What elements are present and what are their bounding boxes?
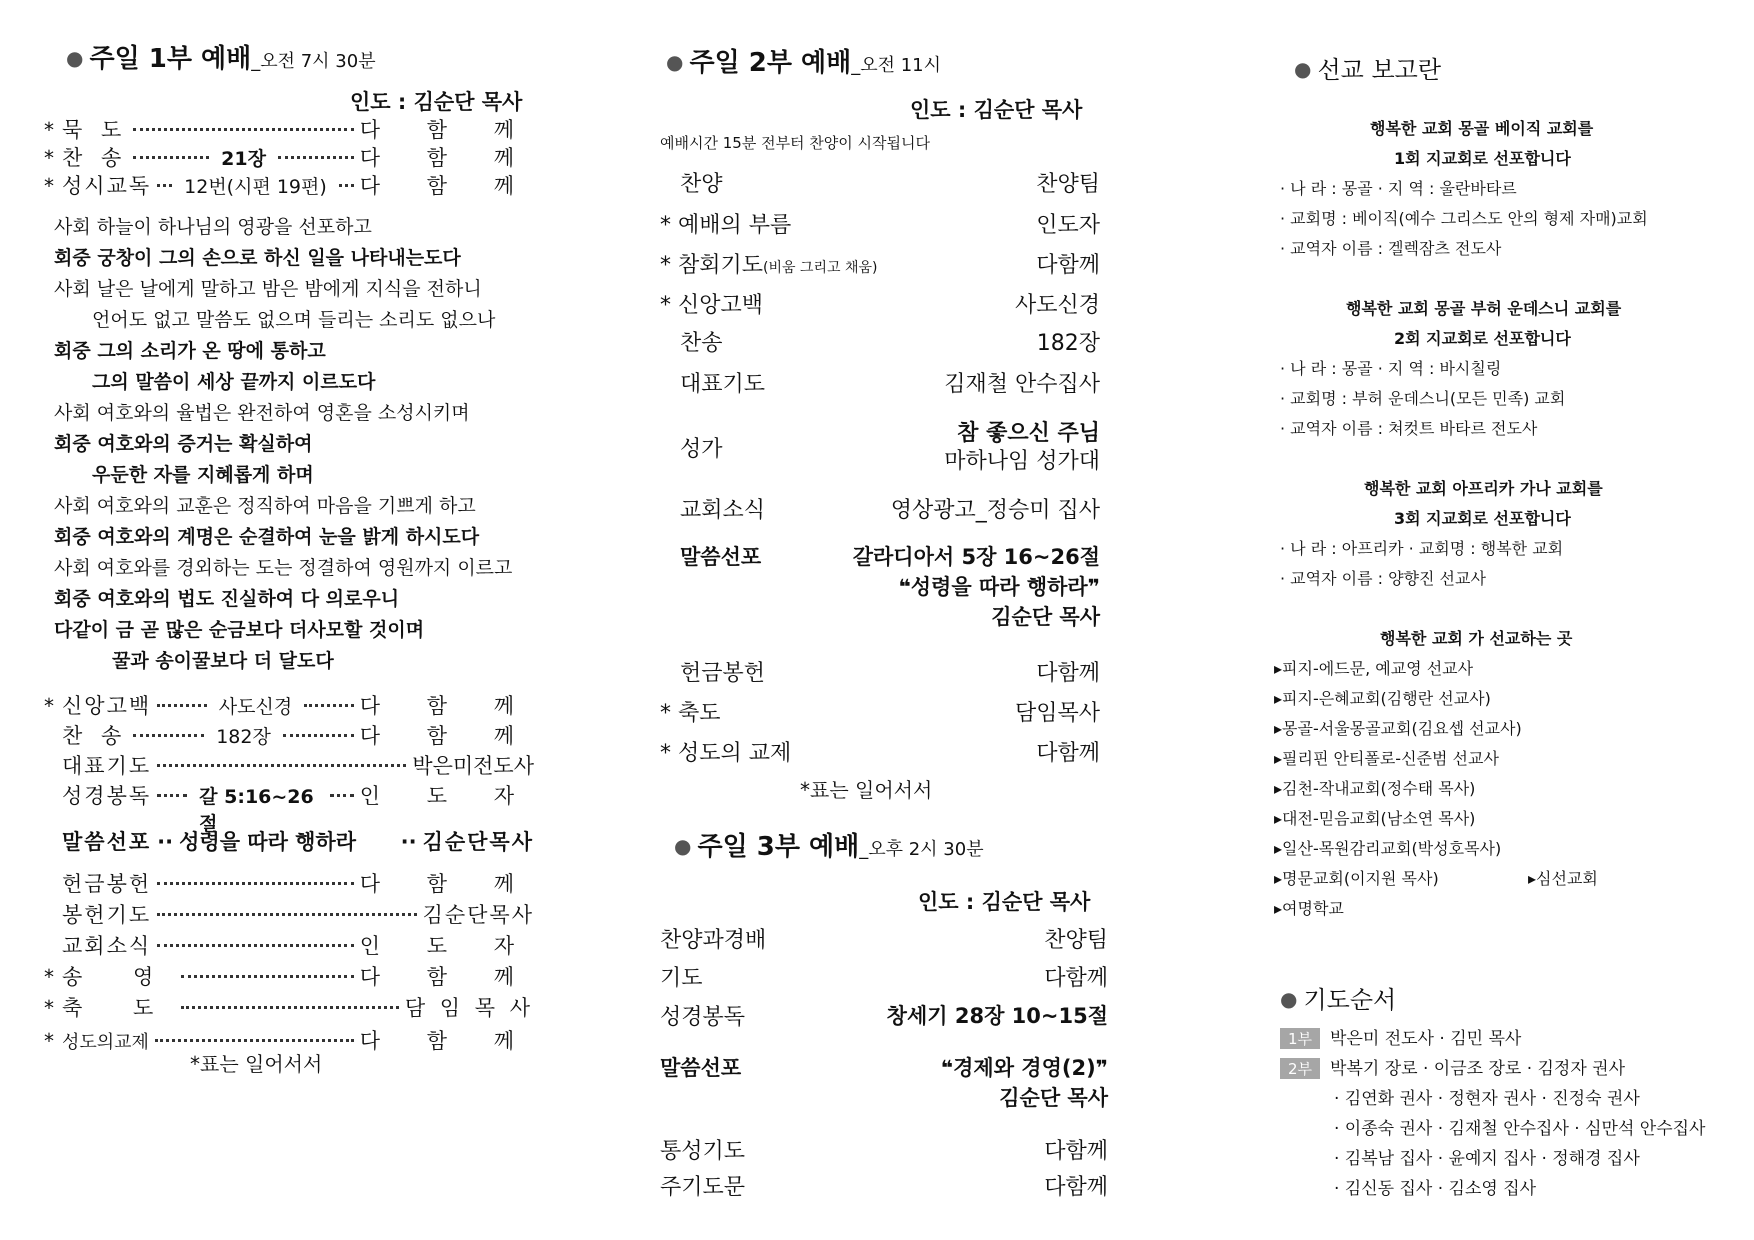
- order-row: [44, 170, 534, 200]
- order-row: [660, 656, 1100, 687]
- dot-leader: [157, 184, 172, 187]
- order-who: 인도자: [1036, 213, 1100, 238]
- responsive-reading-line: 회중 여호와의 계명은 순결하여 눈을 밝게 하시도다: [54, 526, 480, 548]
- order-row: [44, 899, 534, 929]
- bullet-icon: ●: [1280, 987, 1298, 1011]
- standing-note: *표는 일어서서: [190, 1052, 323, 1076]
- stand-mark: *: [44, 965, 54, 989]
- bullet-icon: ●: [1294, 57, 1312, 81]
- order-label: 교회소식: [62, 934, 152, 958]
- mission-place: ▸몽골-서울몽골교회(김요셉 선교사): [1274, 719, 1522, 738]
- order-row: [660, 1134, 1108, 1165]
- order-row: [660, 367, 1100, 398]
- service-tag: 2부: [1280, 1058, 1320, 1079]
- order-label: 헌금봉헌: [62, 872, 152, 896]
- order-who: 사도신경: [1014, 293, 1100, 318]
- order-label: 교회소식: [680, 498, 766, 523]
- order-row: [44, 780, 534, 835]
- leader: 인도 : 김순단 목사: [910, 98, 1083, 122]
- mission-detail: · 나 라 : 아프리카 · 교회명 : 행복한 교회: [1280, 539, 1564, 558]
- mission-place: ▸심선교회: [1528, 869, 1598, 888]
- order-row: [660, 736, 1100, 767]
- order-label: 봉헌기도: [62, 903, 152, 927]
- order-who: 다 함 께: [359, 724, 534, 748]
- order-who: 다 함 께: [359, 694, 535, 718]
- order-who: 김재철 안수집사: [944, 372, 1100, 397]
- service-title: 주일 2부 예배: [689, 48, 852, 78]
- sermon-row: 말씀선포 ·· 성령을 따라 행하라 ·· 김순단목사: [44, 826, 534, 856]
- order-who: 다 함 께: [359, 965, 534, 989]
- order-label: 송 영: [62, 965, 176, 989]
- responsive-reading-line: 사회 하늘이 하나님의 영광을 선포하고: [54, 216, 372, 238]
- order-label: 찬송: [680, 331, 723, 356]
- mission-detail: · 교회명 : 부허 운데스니(모든 민족) 교회: [1280, 389, 1566, 408]
- order-label: 축 도: [62, 996, 176, 1020]
- stand-mark: *: [44, 118, 54, 142]
- order-who: 인 도 자: [359, 784, 534, 808]
- dot-leader: [181, 1006, 399, 1009]
- sermon-title: ❝성령을 따라 행하라❞: [898, 575, 1100, 599]
- order-detail: 182장: [216, 726, 271, 748]
- stand-mark: *: [44, 146, 54, 170]
- mission-place: ▸피지-에드문, 예교영 선교사: [1274, 659, 1474, 678]
- service-time: _오전 11시: [851, 55, 942, 76]
- order-row: [660, 326, 1100, 357]
- order-row: [660, 923, 1108, 954]
- responsive-reading-line: 언어도 없고 말씀도 없으며 들리는 소리도 없으나: [92, 309, 496, 331]
- order-who: 김순단목사: [422, 830, 534, 854]
- order-who: 다함께: [1036, 741, 1100, 766]
- responsive-reading-line: 회중 그의 소리가 온 땅에 통하고: [54, 340, 326, 362]
- preacher: 김순단 목사: [999, 1086, 1108, 1110]
- prayer-names: 박은미 전도사 · 김민 목사: [1330, 1029, 1522, 1049]
- order-who: 다 함 께: [359, 174, 535, 198]
- order-row: [660, 288, 1100, 319]
- order-label: 신앙고백: [62, 694, 152, 718]
- order-who: 인 도 자: [359, 934, 534, 958]
- order-who: 찬양팀: [1044, 928, 1108, 953]
- order-who: 다 함 께: [359, 118, 534, 142]
- dot-leader: [339, 184, 354, 187]
- order-who: 찬양팀: [1036, 172, 1100, 197]
- stand-mark: *: [44, 996, 54, 1020]
- standing-note: *표는 일어서서: [800, 778, 933, 802]
- prayer-names: · 김연화 권사 · 정현자 권사 · 진정숙 권사: [1334, 1089, 1640, 1109]
- order-label: 찬 송: [62, 724, 128, 748]
- responsive-reading-line: 사회 여호와를 경외하는 도는 정결하여 영원까지 이르고: [54, 557, 513, 579]
- order-who: 182장: [1036, 331, 1100, 356]
- mission-detail: · 나 라 : 몽골 · 지 역 : 바시칠링: [1280, 359, 1502, 378]
- order-who: 다 함 께: [359, 146, 535, 170]
- dot-leader: [155, 1039, 354, 1042]
- mission-detail: · 나 라 : 몽골 · 지 역 : 울란바타르: [1280, 179, 1517, 198]
- order-label: 묵 도: [62, 118, 128, 142]
- order-who: 다 함 께: [359, 1029, 534, 1053]
- order-who: 다 함 께: [359, 872, 534, 896]
- dot-leader: [304, 704, 354, 707]
- mission-place: ▸여명학교: [1274, 899, 1344, 918]
- order-label: * 예배의 부름: [660, 213, 792, 238]
- order-who: 담임목사: [1014, 701, 1100, 726]
- order-who: 담 임 목 사: [404, 996, 534, 1020]
- sermon-title: 성령을 따라 행하라: [179, 830, 357, 854]
- mission-block-subtitle: 2회 지교회로 선포합니다: [1394, 329, 1571, 348]
- order-label: 기도: [660, 966, 703, 991]
- prayer-names: 박복기 장로 · 이금조 장로 · 김정자 권사: [1330, 1059, 1626, 1079]
- prayer-heading: [1280, 980, 1396, 1015]
- dot-leader: [278, 156, 354, 159]
- responsive-reading-line: 회중 여호와의 증거는 확실하여: [54, 433, 313, 455]
- leader: 인도 : 김순단 목사: [350, 90, 523, 114]
- service-2-heading: [666, 42, 941, 79]
- order-row: [44, 930, 534, 960]
- bullet-icon: ●: [674, 834, 692, 858]
- bullet-icon: ●: [66, 46, 84, 70]
- sermon-label: 말씀선포: [660, 1056, 742, 1080]
- responsive-reading-line: 회중 궁창이 그의 손으로 하신 일을 나타내는도다: [54, 247, 461, 269]
- sermon-label: 말씀선포: [680, 545, 762, 569]
- order-who: 다함께: [1044, 1175, 1108, 1200]
- order-detail: 사도신경: [218, 696, 293, 718]
- order-label: * 축도: [660, 701, 721, 726]
- responsive-reading-line: 우둔한 자를 지혜롭게 하며: [92, 464, 314, 486]
- order-who: 다함께: [1036, 661, 1100, 686]
- order-label: 대표기도: [680, 372, 766, 397]
- order-row: [660, 961, 1108, 992]
- bullet-icon: ●: [666, 50, 684, 74]
- mission-detail: · 교회명 : 베이직(예수 그리스도 안의 형제 자매)교회: [1280, 209, 1648, 228]
- stand-mark: *: [44, 694, 54, 718]
- order-row: [44, 142, 534, 172]
- mission-block-title: 행복한 교회 몽골 베이직 교회를: [1370, 119, 1594, 138]
- dot-leader: [133, 156, 209, 159]
- order-row: [44, 961, 534, 991]
- service-time: _오전 7시 30분: [251, 51, 376, 72]
- order-detail: 12번(시편 19편): [184, 176, 327, 198]
- mission-detail: · 교역자 이름 : 양향진 선교사: [1280, 569, 1486, 588]
- dot-leader: [157, 913, 416, 916]
- preacher: 김순단 목사: [991, 605, 1100, 629]
- dot-leader: [181, 975, 354, 978]
- order-row: [660, 167, 1100, 198]
- order-row: [660, 208, 1100, 239]
- anthem-title: 참 좋으신 주님: [957, 421, 1100, 446]
- order-label: * 참회기도(비움 그리고 채움): [660, 253, 878, 278]
- service-tag: 1부: [1280, 1028, 1320, 1049]
- order-label: * 신앙고백: [660, 293, 764, 318]
- responsive-reading-line: 사회 여호와의 율법은 완전하여 영혼을 소성시키며: [54, 402, 470, 424]
- responsive-reading-line: 회중 여호와의 법도 진실하여 다 의로우니: [54, 588, 400, 610]
- service-title: 주일 1부 예배: [89, 44, 252, 74]
- mission-detail: · 교역자 이름 : 쳐컷트 바타르 전도사: [1280, 419, 1538, 438]
- order-row: [660, 696, 1100, 727]
- order-label: 성시교독: [62, 174, 152, 198]
- mission-detail: · 교역자 이름 : 겔렉잠츠 전도사: [1280, 239, 1502, 258]
- prayer-names: · 이종숙 권사 · 김재철 안수집사 · 심만석 안수집사: [1334, 1119, 1706, 1139]
- dot-leader: [157, 944, 354, 947]
- responsive-reading-line: 꿀과 송이꿀보다 더 달도다: [112, 650, 334, 672]
- order-row: [660, 493, 1100, 524]
- service-1-heading: [66, 38, 376, 75]
- mission-block-title: 행복한 교회 아프리카 가나 교회를: [1364, 479, 1603, 498]
- dot-leader: [133, 734, 204, 737]
- order-label: 주기도문: [660, 1175, 746, 1200]
- dot-leader: [133, 128, 354, 131]
- dot-leader: [330, 794, 354, 797]
- order-who: 영상광고_정승미 집사: [890, 498, 1100, 523]
- section-title: 기도순서: [1303, 986, 1397, 1014]
- prayer-row: [1280, 1054, 1625, 1079]
- order-row: [44, 992, 534, 1022]
- mission-places-title: 행복한 교회 가 선교하는 곳: [1380, 629, 1573, 648]
- order-row: [44, 114, 534, 144]
- order-who: 박은미전도사: [412, 754, 534, 778]
- notice: 예배시간 15분 전부터 찬양이 시작됩니다: [660, 134, 931, 152]
- order-detail: 21장: [221, 148, 266, 170]
- responsive-reading-line: 사회 여호와의 교훈은 정직하여 마음을 기쁘게 하고: [54, 495, 476, 517]
- responsive-reading-line: 사회 날은 날에게 말하고 밤은 밤에게 지식을 전하니: [54, 278, 482, 300]
- order-who: 김순단목사: [422, 903, 534, 927]
- order-label: 말씀선포: [62, 830, 152, 854]
- responsive-reading-line: 다같이 금 곧 많은 순금보다 더사모할 것이며: [54, 619, 425, 641]
- mission-place: ▸대전-믿음교회(남소연 목사): [1274, 809, 1476, 828]
- order-label: 통성기도: [660, 1139, 746, 1164]
- service-title: 주일 3부 예배: [697, 832, 860, 862]
- order-who: 창세기 28장 10~15절: [886, 1004, 1108, 1028]
- dot-leader: [283, 734, 354, 737]
- order-label: 찬양과경배: [660, 928, 767, 953]
- order-who: 다함께: [1036, 253, 1100, 278]
- mission-block-subtitle: 1회 지교회로 선포합니다: [1394, 149, 1571, 168]
- anthem-choir: 마하나임 성가대: [944, 449, 1100, 474]
- order-label: 성경봉독: [660, 1005, 746, 1030]
- order-label: 헌금봉헌: [680, 661, 766, 686]
- prayer-row: [1280, 1024, 1521, 1049]
- order-label: 대표기도: [62, 754, 152, 778]
- mission-block-subtitle: 3회 지교회로 선포합니다: [1394, 509, 1571, 528]
- mission-place: ▸김천-작내교회(정수태 목사): [1274, 779, 1476, 798]
- order-label: * 성도의 교제: [660, 741, 792, 766]
- stand-mark: *: [44, 174, 54, 198]
- order-row: [44, 868, 534, 898]
- scripture-reading: 갈 5:16~26절: [199, 786, 314, 835]
- service-3-heading: [674, 826, 984, 863]
- prayer-names: · 김복남 집사 · 윤예지 집사 · 정해경 집사: [1334, 1149, 1640, 1169]
- mission-place: ▸필리핀 안티폴로-신준범 선교사: [1274, 749, 1499, 768]
- order-row: [44, 720, 534, 750]
- section-title: 선교 보고란: [1317, 56, 1442, 84]
- order-row: [44, 690, 534, 720]
- mission-place: ▸명문교회(이지원 목사): [1274, 869, 1439, 888]
- anthem-label: 성가: [680, 437, 723, 462]
- prayer-names: · 김신동 집사 · 김소영 집사: [1334, 1179, 1537, 1199]
- order-row: [660, 1000, 1108, 1031]
- service-time: _오후 2시 30분: [859, 839, 984, 860]
- order-who: 다함께: [1044, 966, 1108, 991]
- responsive-reading-line: 그의 말씀이 세상 끝까지 이르도다: [92, 371, 376, 393]
- sermon-title: ❝경제와 경영(2)❞: [940, 1056, 1108, 1080]
- mission-heading: [1294, 50, 1441, 85]
- stand-mark: *: [44, 1029, 54, 1053]
- order-label: 찬 송: [62, 146, 128, 170]
- mission-place: ▸일산-목원감리교회(박성호목사): [1274, 839, 1502, 858]
- sermon-scripture: 갈라디아서 5장 16~26절: [852, 545, 1100, 569]
- order-row: [660, 1170, 1108, 1201]
- dot-leader: [157, 704, 207, 707]
- order-who: 다함께: [1044, 1139, 1108, 1164]
- mission-block-title: 행복한 교회 몽골 부허 운데스니 교회를: [1346, 299, 1622, 318]
- order-label: 성도의교제: [62, 1032, 149, 1053]
- order-label: 성경봉독: [62, 784, 152, 808]
- dot-leader: [157, 794, 187, 797]
- order-label: 찬양: [680, 172, 723, 197]
- dot-leader: [157, 882, 354, 885]
- mission-place: ▸피지-은혜교회(김행란 선교사): [1274, 689, 1491, 708]
- order-row: [44, 750, 534, 780]
- dot-leader: [157, 764, 406, 767]
- leader: 인도 : 김순단 목사: [918, 890, 1091, 914]
- order-row: [660, 248, 1100, 279]
